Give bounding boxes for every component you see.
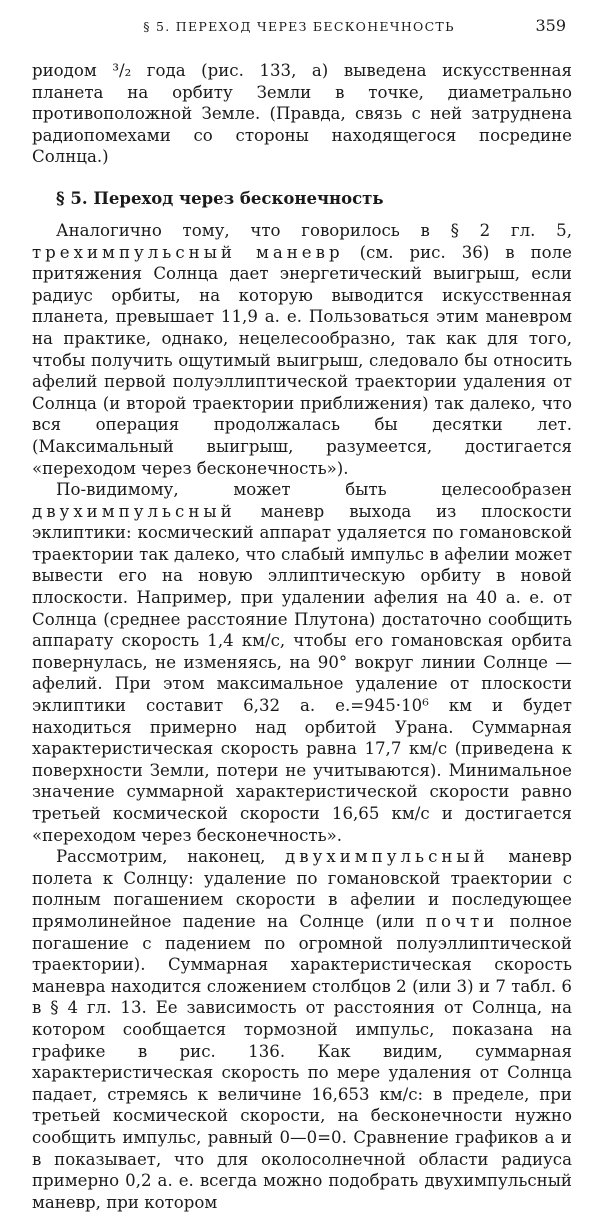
paragraph-2-text-start: По-видимому, может быть целесообразен: [56, 480, 572, 500]
paragraph-1-spaced-term: трехимпульсный маневр: [32, 242, 344, 262]
paragraph-2: [32, 479, 572, 846]
paragraph-2-spaced-term: двухимпульсный: [32, 501, 236, 521]
paragraph-1-text-start: Аналогично тому, что говорилось в § 2 гл. 5,: [56, 220, 572, 240]
paragraph-3-text-1: Рассмотрим, наконец,: [56, 847, 286, 867]
body-text: [32, 60, 572, 1213]
paragraph-3-text-2: маневр полета к Солнцу: удаление по гомановской траектории с полным погашением скорости в афелии и последующее прямолинейное падение на Солнце (или: [32, 847, 572, 931]
intro-paragraph: риодом ³/₂ года (рис. 133, а) выведена искусственная планета на орбиту Земли в точке, диаметрально противоположной Земле. (Правда, связь с ней затруднена радиопомехами со стороны находящегося посредине Солнца.): [32, 61, 572, 167]
section-heading: § 5. Переход через бесконечность: [56, 188, 384, 208]
paragraph-2-text-end: маневр выхода из плоскости эклиптики: космический аппарат удаляется по гомановской траектории так далеко, что слабый импульс в афелии может вывести его на новую эллиптическую орбиту в новой плоскости. Например, при удалении афелия на 40 а. е. от Солнца (среднее расстояние Плутона) достаточно сообщить аппарату скорость 1,4 км/с, чтобы его гомановская орбита повернулась, не изменяясь, на 90° вокруг линии Солнце — афелий. При этом максимальное удаление от плоскости эклиптики составит 6,32 а. е.=945·10⁶ км и будет находиться примерно над орбитой Урана. Суммарная характеристическая скорость равна 17,7 км/с (приведена к поверхности Земли, потери не учитываются). Минимальное значение суммарной характеристической скорости равно третьей космической скорости 16,65 км/с и достигается «переходом через бесконечность».: [32, 501, 572, 845]
paragraph-3-text-3: полное погашение с падением по огромной полуэллиптической траектории). Суммарная характеристическая скорость маневра находится сложением столбцов 2 (или 3) и 7 табл. 6 в § 4 гл. 13. Ее зависимость от расстояния от Солнца, на котором сообщается тормозной импульс, показана на графике в рис. 136. Как видим, суммарная характеристическая скорость по мере удаления от Солнца падает, стремясь к величине 16,653 км/с: в пределе, при третьей космической скорости, на бесконечности нужно сообщить импульс, равный 0—0=0. Сравнение графиков а и в показывает, что для околосолнечной области радиуса примерно 0,2 а. е. всегда можно подобрать двухимпульсный маневр, при котором: [32, 911, 572, 1212]
paragraph-1-text-end: (см. рис. 36) в поле притяжения Солнца дает энергетический выигрыш, если радиус орбиты, на которую выводится искусственная планета, превышает 11,9 а. е. Пользоваться этим маневром на практике, однако, нецелесообразно, так как для того, чтобы получить ощутимый выигрыш, следовало бы относить афелий первой полуэллиптической траектории удаления от Солнца (и второй траектории приближения) так далеко, что вся операция продолжалась бы десятки лет. (Максимальный выигрыш, разумеется, достигается «переходом через бесконечность»).: [32, 242, 572, 478]
paragraph-1: [32, 220, 572, 479]
running-head-title: § 5. ПЕРЕХОД ЧЕРЕЗ БЕСКОНЕЧНОСТЬ: [143, 19, 455, 34]
paragraph-3: [32, 846, 572, 1213]
paragraph-3-spaced-term-2: почти: [425, 911, 499, 931]
paragraph-3-spaced-term-1: двухимпульсный: [285, 847, 489, 867]
page-number: 359: [535, 16, 566, 35]
running-head: [32, 16, 566, 36]
